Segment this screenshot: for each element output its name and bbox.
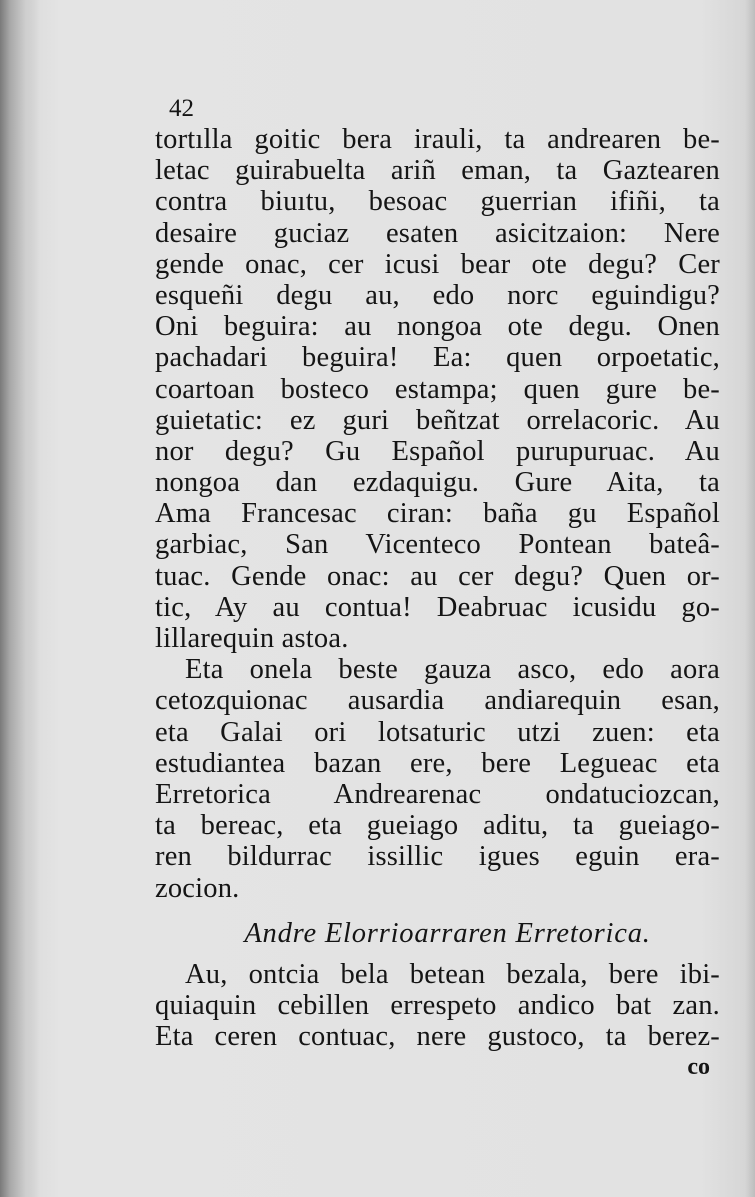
text-line: cetozquionac ausardia andiarequin esan, (155, 685, 720, 717)
text-line: eta Galai ori lotsaturic utzi zuen: eta (155, 716, 720, 748)
text-line: Eta onela beste gauza asco, edo aora (185, 654, 720, 686)
text-line: ren bildurrac issillic igues eguin era- (155, 841, 720, 873)
text-block (155, 94, 720, 1084)
text-line: ta bereac, eta gueiago aditu, ta gueiago- (155, 810, 720, 842)
text-line: coartoan bosteco estampa; quen gure be- (155, 373, 720, 405)
text-line: zocion. (155, 872, 240, 904)
text-line: garbiac, San Vicenteco Pontean bateâ- (155, 529, 720, 561)
text-line: Ama Francesac ciran: baña gu Español (155, 498, 720, 530)
text-line: contra biuıtu, besoac guerrian ifiñi, ta (155, 186, 720, 218)
text-line: gende onac, cer icusi bear ote degu? Cer (155, 248, 720, 280)
text-line: tic, Ay au contua! Deabruac icusidu go- (155, 591, 720, 623)
text-line: desaire guciaz esaten asicitzaion: Nere (155, 217, 720, 249)
text-line: estudiantea bazan ere, bere Legueac eta (155, 747, 720, 779)
page-number: 42 (169, 95, 194, 122)
text-line: letac guirabuelta ariñ eman, ta Gaztearen (155, 155, 720, 187)
paragraph-2 (155, 654, 720, 904)
binding-gutter (0, 0, 40, 1197)
text-line: guietatic: ez guri beñtzat orrelacoric. Au (155, 404, 720, 436)
text-line: Oni beguira: au nongoa ote degu. Onen (155, 311, 720, 343)
text-line: nor degu? Gu Español purupuruac. Au (155, 435, 720, 467)
paragraph-3 (155, 959, 720, 1053)
paragraph-1 (155, 124, 720, 654)
text-line: pachadari beguira! Ea: quen orpoetatic, (155, 342, 720, 374)
text-line: tuac. Gende onac: au cer degu? Quen or- (155, 560, 720, 592)
text-line: Au, ontcia bela betean bezala, bere ibi- (185, 958, 720, 990)
text-line: Erretorica Andrearenac ondatuciozcan, (155, 778, 720, 810)
text-line: quiaquin cebillen errespeto andico bat zan. (155, 990, 720, 1022)
catchword: co (687, 1054, 710, 1081)
section-heading: Andre Elorrioarraren Erretorica. (244, 917, 651, 949)
text-line: Eta ceren contuac, nere gustoco, ta berez- (155, 1021, 720, 1053)
text-line: esqueñi degu au, edo norc eguindigu? (155, 279, 720, 311)
text-line: lillarequin astoa. (155, 623, 349, 654)
text-line: tortılla goitic bera irauli, ta andrearen be- (155, 124, 720, 155)
text-line: nongoa dan ezdaquigu. Gure Aita, ta (155, 467, 720, 499)
